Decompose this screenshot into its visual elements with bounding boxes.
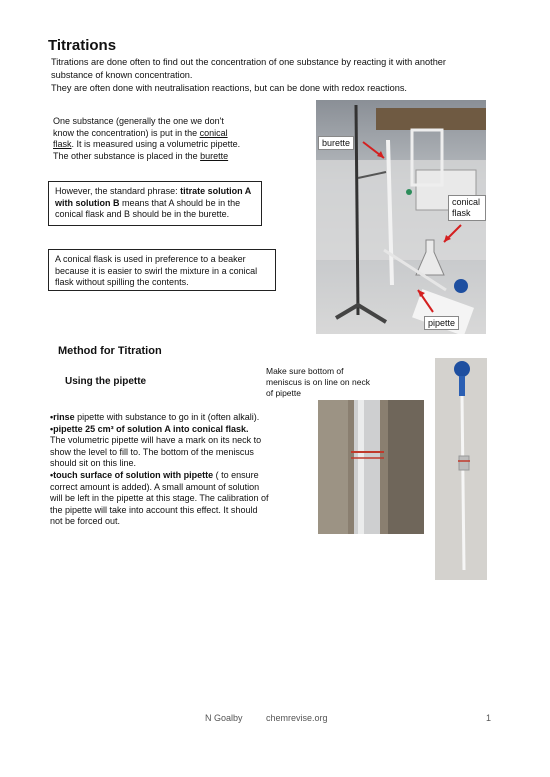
footer-site: chemrevise.org bbox=[266, 713, 328, 723]
page-number: 1 bbox=[486, 713, 492, 723]
page-title: Titrations bbox=[48, 37, 117, 54]
pipette-photo bbox=[435, 358, 487, 580]
pipette-label: pipette bbox=[424, 316, 459, 330]
footer-author: N Goalby bbox=[205, 713, 243, 723]
conical-flask-term: conical flask bbox=[53, 127, 228, 149]
conical-flask-label: conical flask bbox=[448, 195, 486, 221]
meniscus-illustration bbox=[318, 400, 424, 534]
conical-flask-note-box: A conical flask is used in preference to a beaker because it is easier to swirl the mixture in a conical flask without spilling the contents. bbox=[48, 249, 276, 291]
step-rinse: •rinse pipette with substance to go in it (often alkali). bbox=[50, 412, 260, 422]
pipette-subheading: Using the pipette bbox=[65, 376, 147, 387]
intro-text bbox=[51, 56, 471, 95]
intro-line-2: They are often done with neutralisation reactions, but can be done with redox reactions. bbox=[51, 83, 407, 93]
standard-phrase-box: However, the standard phrase: titrate solution A with solution B means that A should be in the conical flask and B should be in the burette. bbox=[48, 181, 262, 226]
flask-description: One substance (generally the one we don't know the concentration) is put in the conical flask. It is measured using a volumetric pipette. The other substance is placed in the burette bbox=[53, 116, 241, 161]
step-pipette: •pipette 25 cm³ of solution A into conical flask. The volumetric pipette will have a mark on its neck to show the level to fill to. The bottom of the meniscus should sit on this line. bbox=[50, 423, 262, 469]
step-touch: •touch surface of solution with pipette ( to ensure correct amount is added). A small amount of solution will be left in the pipette at this stage. The calibration of the pipette will take into account this effect. It should not be forced out. bbox=[50, 469, 269, 527]
burette-label: burette bbox=[318, 136, 354, 150]
method-heading: Method for Titration bbox=[58, 345, 162, 357]
pipette-steps bbox=[50, 412, 270, 528]
intro-line-1: Titrations are done often to find out the concentration of one substance by reacting it with another substance of known concentration. bbox=[51, 57, 446, 80]
titration-apparatus-photo bbox=[316, 100, 486, 334]
pipette-illustration bbox=[435, 358, 487, 580]
meniscus-photo bbox=[318, 400, 424, 534]
meniscus-note: Make sure bottom of meniscus is on line on neck of pipette bbox=[266, 366, 370, 398]
burette-term: burette bbox=[200, 150, 229, 161]
